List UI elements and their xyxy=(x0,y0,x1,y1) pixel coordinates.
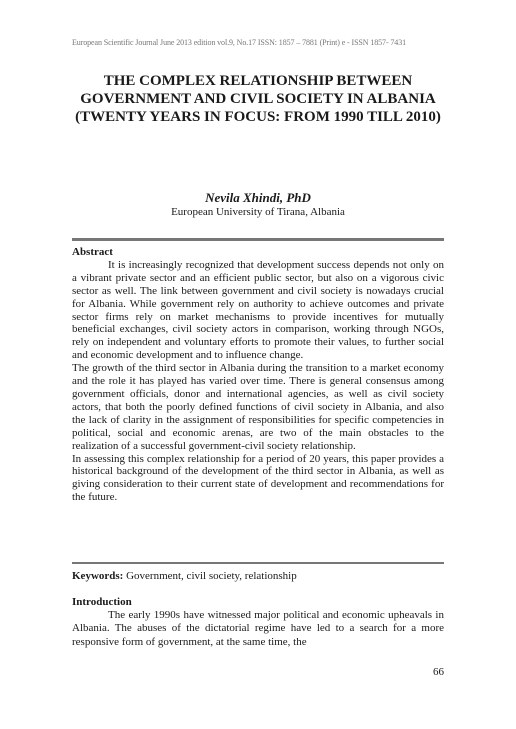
abstract-heading: Abstract xyxy=(72,246,113,258)
page-number: 66 xyxy=(433,666,444,678)
abstract-paragraph: It is increasingly recognized that development success depends not only on a vibrant private sector and an efficient public sector, but also on a vigorous civic sector as well. The link between government and civil society is nowadays crucial for Albania. While government rely on authority to achieve outcomes and private sector firms rely on market mechanisms to provide incentives for mutually beneficial exchanges, civil society actors in comparison, working through NGOs, rely on independent and voluntary efforts to promote their values, to further social and economic development and to influence change. xyxy=(72,258,444,362)
keywords-label: Keywords: xyxy=(72,570,124,582)
introduction-paragraph: The early 1990s have witnessed major political and economic upheavals in Albania. The abuses of the dictatorial regime have led to a search for a more responsive form of government, at the same time, the xyxy=(72,609,444,648)
top-divider xyxy=(72,238,444,241)
keywords-text: Government, civil society, relationship xyxy=(126,570,297,582)
author-name: Nevila Xhindi, PhD xyxy=(205,190,311,205)
introduction-section xyxy=(72,596,444,649)
running-head: European Scientific Journal June 2013 edition vol.9, No.17 ISSN: 1857 – 7881 (Print) e - ISSN 1857- 7431 xyxy=(72,38,407,47)
introduction-heading: Introduction xyxy=(72,596,132,608)
abstract-paragraph: In assessing this complex relationship for a period of 20 years, this paper provides a historical background of the development of the third sector in Albania, as well as giving consideration to their current state of development and recommendations for the future. xyxy=(72,452,444,504)
abstract-paragraph: The growth of the third sector in Albania during the transition to a market economy and the role it has played has varied over time. There is general consensus among government officials, donor and international agencies, as well as civil society actors, that both the poorly defined functions of civil society in Albania, and also the lack of clarity in the assignment of responsibilities for specific competencies in political, social and economic arenas, are two of the main obstacles to the realization of a successful government-civil society relationship. xyxy=(72,362,444,452)
author-affiliation: European University of Tirana, Albania xyxy=(171,206,345,218)
bottom-divider xyxy=(72,562,444,564)
paper-title: THE COMPLEX RELATIONSHIP BETWEEN GOVERNMENT AND CIVIL SOCIETY IN ALBANIA (TWENTY YEARS IN FOCUS: FROM 1990 TILL 2010) xyxy=(75,73,441,125)
keywords-line xyxy=(72,570,444,582)
abstract-section xyxy=(72,246,444,504)
